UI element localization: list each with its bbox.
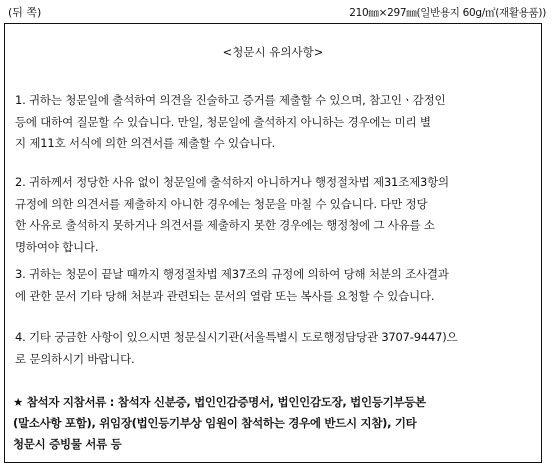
notice-item-line: 규정에 의한 의견서를 제출하지 아니한 경우에는 청문을 마칠 수 있습니다. 다만 정당 (15, 196, 428, 211)
notice-item-1 (15, 90, 531, 155)
paper-spec-label: 210㎜×297㎜(일반용지 60g/㎡(재활용품)) (349, 7, 546, 19)
notice-item-line: 명하여야 합니다. (15, 239, 99, 254)
required-documents-line: (말소사항 포함), 위임장(법인등기부상 임원이 참석하는 경우에 반드시 지참), 기타 (13, 416, 417, 430)
notice-item-line: 등에 대하여 질문할 수 있습니다. 만일, 청문일에 출석하지 아니하는 경우에는 미리 별 (15, 114, 431, 129)
page-side-label: (뒤 쪽) (8, 6, 42, 19)
notice-item-line: 지 제11호 서식에 의한 의견서를 제출할 수 있습니다. (15, 136, 276, 150)
page-header (8, 5, 546, 21)
notice-box (4, 23, 542, 463)
required-documents-line: ★ 참석자 지참서류 : 참석자 신분증, 법인인감증명서, 법인인감도장, 법인등기부등본 (13, 395, 426, 409)
notice-item-2 (15, 172, 531, 258)
required-documents (13, 392, 533, 455)
required-documents-line: 청문시 증빙물 서류 등 (13, 437, 122, 451)
notice-item-line: 로 문의하시기 바랍니다. (15, 351, 135, 366)
notice-item-line: 4. 기타 궁금한 사항이 있으시면 청문실시기관(서울특별시 도로행정담당관 3707-9447)으 (15, 330, 458, 344)
notice-item-line: 에 관한 문서 기타 당해 처분과 관련되는 문서의 열람 또는 복사를 요청할 수 있습니다. (15, 288, 435, 303)
notice-item-4 (15, 327, 531, 370)
notice-item-line: 2. 귀하께서 정당한 사유 없이 청문일에 출석하지 아니하거나 행정절차법 제31조제3항의 (15, 175, 449, 189)
notice-title: <청문시 유의사항> (222, 45, 324, 59)
notice-item-line: 3. 귀하는 청문이 끝날 때까지 행정절차법 제37조의 규정에 의하여 당해 처분의 조사결과 (15, 267, 449, 281)
notice-item-3 (15, 264, 531, 307)
notice-item-line: 1. 귀하는 청문일에 출석하여 의견을 진술하고 증거를 제출할 수 있으며, 참고인ㆍ감정인 (15, 93, 446, 107)
notice-item-line: 한 사유로 출석하지 못하거나 의견서를 제출하지 못한 경우에는 행정청에 그 사유를 소 (15, 218, 435, 232)
